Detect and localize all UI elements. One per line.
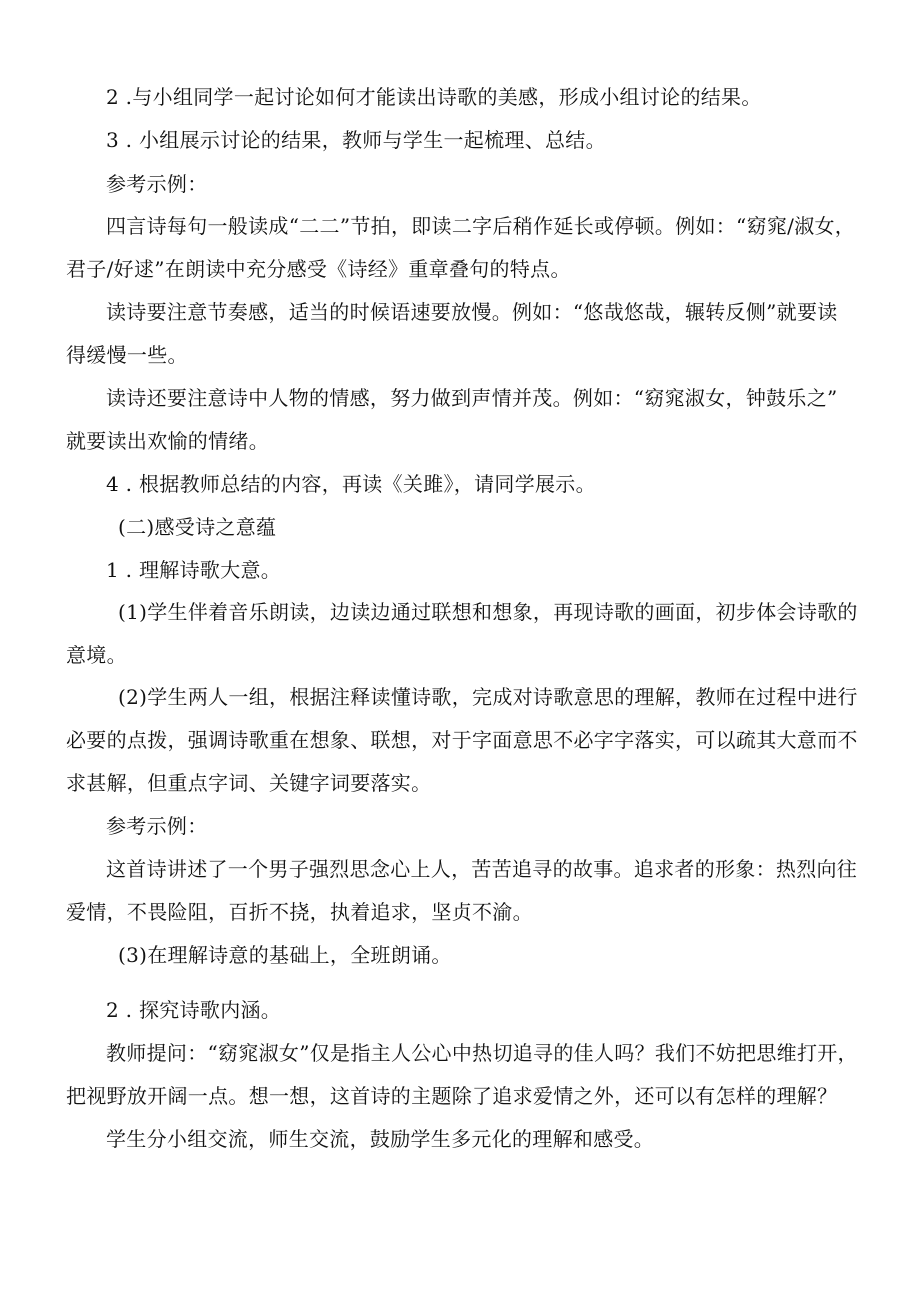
paragraph-four-char-rhythm-line-2: 君子/好逑”在朗读中充分感受《诗经》重章叠句的特点。 <box>66 257 571 281</box>
paragraph-sub-2-line-3: 求甚解，但重点字词、关键字词要落实。 <box>66 771 432 795</box>
reference-example-label-1: 参考示例： <box>106 172 208 196</box>
paragraph-emotion-line-2: 就要读出欢愉的情绪。 <box>66 429 269 453</box>
paragraph-story-line-1: 这首诗讲述了一个男子强烈思念心上人，苦苦追寻的故事。追求者的形象：热烈向往 <box>106 857 858 881</box>
paragraph-rhythm-line-1: 读诗要注意节奏感，适当的时候语速要放慢。例如：“悠哉悠哉，辗转反侧”就要读 <box>106 300 838 324</box>
paragraph-step-2: 2 .与小组同学一起讨论如何才能读出诗歌的美感，形成小组讨论的结果。 <box>106 85 762 109</box>
paragraph-understand-meaning: 1 . 理解诗歌大意。 <box>106 558 282 582</box>
paragraph-sub-2-line-1: (2)学生两人一组，根据注释读懂诗歌，完成对诗歌意思的理解，教师在过程中进行 <box>118 685 858 709</box>
paragraph-sub-1-line-1: (1)学生伴着音乐朗读，边读边通过联想和想象，再现诗歌的画面，初步体会诗歌的 <box>118 600 858 624</box>
paragraph-emotion-line-1: 读诗还要注意诗中人物的情感，努力做到声情并茂。例如：“窈窕淑女，钟鼓乐之” <box>106 386 838 410</box>
section-heading-meaning: (二)感受诗之意蕴 <box>118 515 277 539</box>
paragraph-teacher-question-line-2: 把视野放开阔一点。想一想，这首诗的主题除了追求爱情之外，还可以有怎样的理解？ <box>66 1084 838 1108</box>
paragraph-step-4: 4 . 根据教师总结的内容，再读《关雎》，请同学展示。 <box>106 472 596 496</box>
paragraph-sub-1-line-2: 意境。 <box>66 643 127 667</box>
paragraph-rhythm-line-2: 得缓慢一些。 <box>66 343 188 367</box>
paragraph-explore-connotation: 2 . 探究诗歌内涵。 <box>106 998 282 1022</box>
paragraph-sub-2-line-2: 必要的点拨，强调诗歌重在想象、联想，对于字面意思不必字字落实，可以疏其大意而不 <box>66 728 858 752</box>
paragraph-group-exchange: 学生分小组交流，师生交流，鼓励学生多元化的理解和感受。 <box>106 1127 655 1151</box>
paragraph-teacher-question-line-1: 教师提问：“窈窕淑女”仅是指主人公心中热切追寻的佳人吗？我们不妨把思维打开， <box>106 1041 858 1065</box>
paragraph-story-line-2: 爱情，不畏险阻，百折不挠，执着追求，坚贞不渝。 <box>66 900 533 924</box>
paragraph-four-char-rhythm-line-1: 四言诗每句一般读成“二二”节拍，即读二字后稍作延长或停顿。例如：“窈窕/淑女， <box>106 214 856 238</box>
reference-example-label-2: 参考示例： <box>106 814 208 838</box>
paragraph-sub-3: (3)在理解诗意的基础上，全班朗诵。 <box>118 943 452 967</box>
paragraph-step-3: 3 . 小组展示讨论的结果，教师与学生一起梳理、总结。 <box>106 128 606 152</box>
